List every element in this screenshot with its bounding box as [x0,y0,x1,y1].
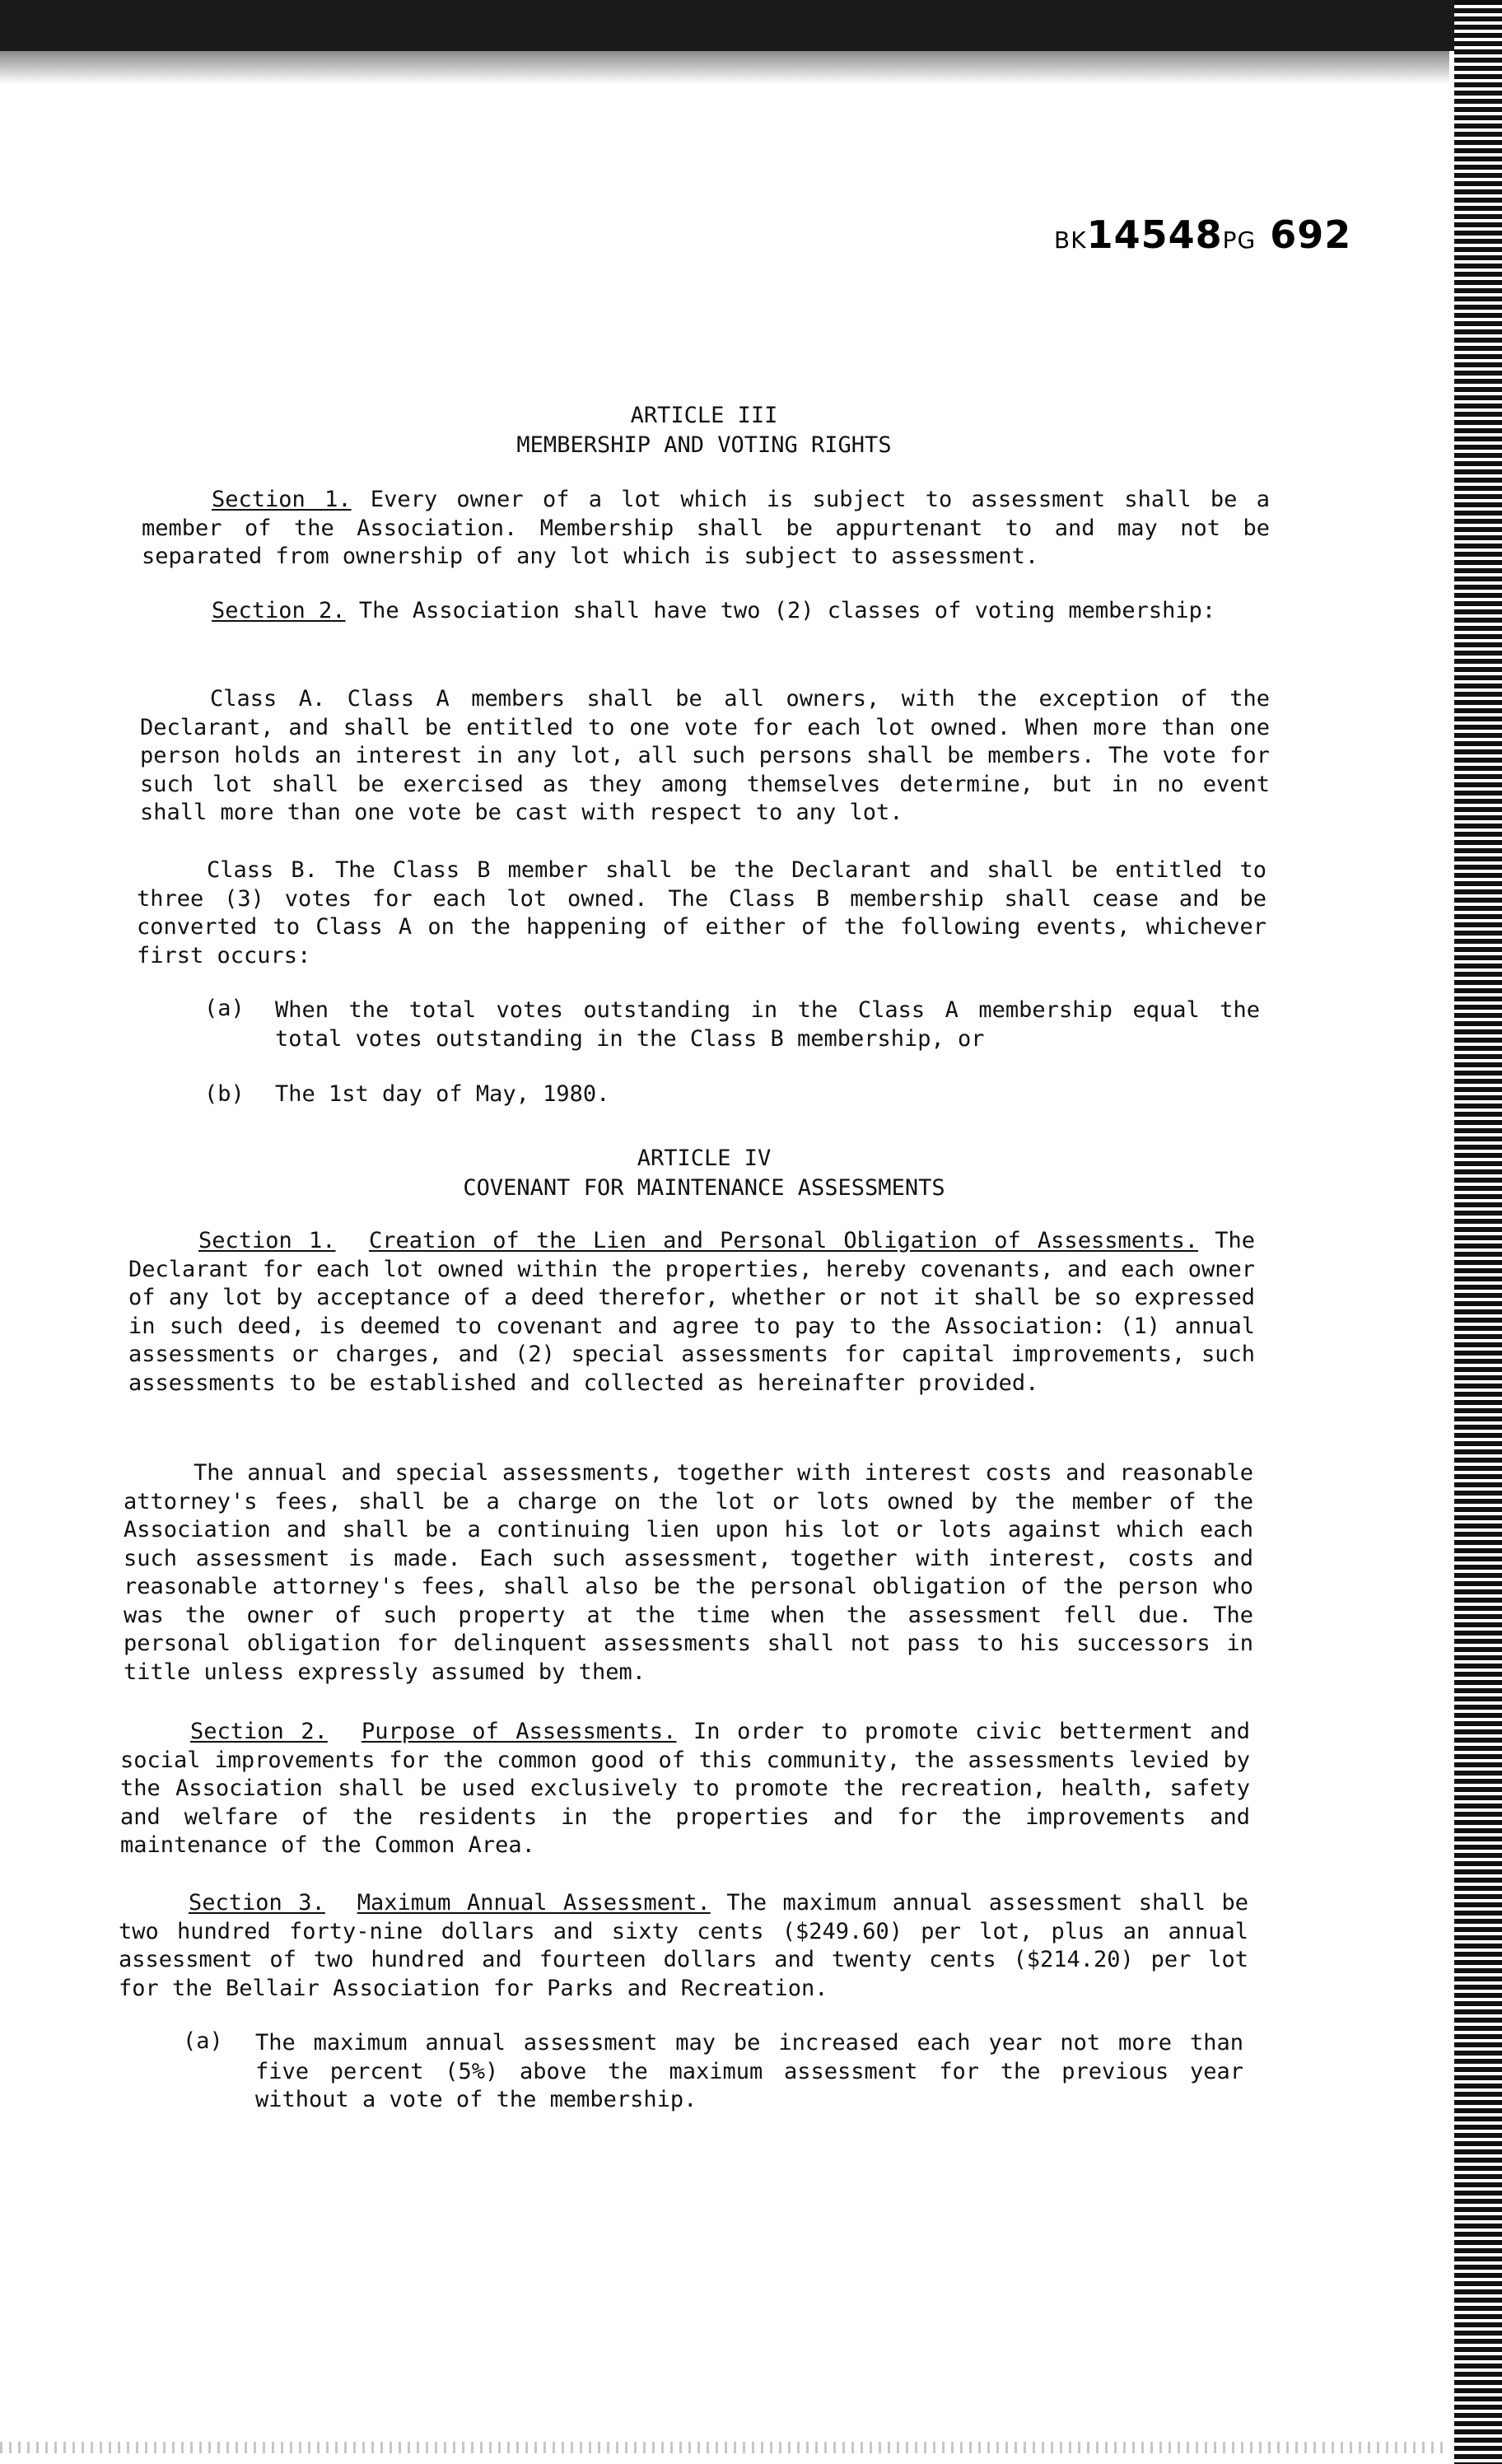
section-label: Section 2. [190,1719,328,1744]
scan-right-edge [1454,0,1502,2464]
article-4-section-1-para-2 [124,1459,1253,1687]
section-text: The Association shall have two (2) classes of voting membership: [358,598,1216,623]
scan-top-edge [0,51,1449,84]
section-title: Purpose of Assessments. [361,1719,677,1744]
section-text: The Declarant for each lot owned within the properties, hereby covenants, and each owner of any lot by acceptance of a deed therefor, whether or not it shall be so expressed in such deed, is deemed to covenant and agree to pay to the Association: (1) annual assessments or charges, and (2) special assessments for capital improvements, such assessments to be established and collected as hereinafter provided. [128,1228,1255,1396]
book-number: 14548 [1086,212,1223,257]
class-text: The Class B member shall be the Declarant and shall be entitled to three (3) votes for each lot owned. The Class B membership shall cease and be converted to Class A on the happening of either of the following events, whichever first occurs: [137,857,1266,968]
section-text: Every owner of a lot which is subject to assessment shall be a member of the Association. Membership shall be appurtenant to and may not be separated from ownership of any lot which is subject to assessment. [142,487,1270,569]
book-page-stamp [1054,212,1351,257]
scan-top-border [0,0,1502,51]
article-3-item-b: The 1st day of May, 1980. [275,1081,610,1107]
article-3-item-a: When the total votes outstanding in the Class A membership equal the total votes outstanding in the Class B membership, or [275,997,1260,1052]
article-3-class-a [140,685,1270,828]
book-prefix: BK [1054,226,1087,254]
scan-bottom-noise [0,2442,1449,2453]
page-number: 692 [1270,212,1352,257]
page-prefix: PG [1222,226,1257,254]
section-label: Section 3. [189,1890,325,1916]
article-4-item-a-label: (a) [183,2028,223,2054]
section-label: Section 1. [198,1228,336,1253]
section-text: In order to promote civic betterment and social improvements for the common good of this community, the assessments levied by the Association shall be used exclusively to promote the recreation, health, safety and welfare of the residents in the properties and for the improvements and maintenance of the Common Area. [120,1719,1250,1858]
section-label: Section 1. [212,487,352,512]
article-3-item-b-label: (b) [204,1081,245,1107]
paragraph-text: The annual and special assessments, together with interest costs and reasonable attorney's fees, shall be a charge on the lot or lots owned by the member of the Association and shall be a continuing lien upon his lot or lots against which each such assessment is made. Each such assessment, together with interest, costs and reasonable attorney's fees, shall also be the personal obligation of the person who was the owner of such property at the time when the assessment fell due. The personal obligation for delinquent assessments shall not pass to his successors in title unless expressly assumed by them. [124,1460,1253,1685]
article-4-item-a: The maximum annual assessment may be increased each year not more than five percent (5%) above the maximum assessment for the previous year without a vote of the membership. [255,2030,1243,2112]
section-title: Maximum Annual Assessment. [357,1890,711,1916]
section-label: Section 2. [212,598,346,623]
class-label: Class A. [210,686,326,712]
article-3-item-a-label: (a) [204,996,245,1021]
article-3-section-1 [142,486,1270,572]
article-4-section-1 [128,1227,1255,1398]
article-3-section-2 [142,597,1270,626]
article-4-subheading: COVENANT FOR MAINTENANCE ASSESSMENTS [463,1175,945,1201]
article-3-class-b [137,856,1266,970]
article-4-section-3 [119,1889,1248,2003]
section-title: Creation of the Lien and Personal Obligation of Assessments. [368,1228,1198,1253]
article-4-section-2 [120,1718,1250,1860]
section-text: The maximum annual assessment shall be two hundred forty-nine dollars and sixty cents ($249.60) per lot, plus an annual assessment of two hundred and fourteen dollars and twenty cents ($214.20) per lot for the Bellair Association for Parks and Recreation. [119,1890,1248,2001]
article-3-heading: ARTICLE III [630,403,778,428]
article-4-heading: ARTICLE IV [637,1146,772,1171]
class-text: Class A members shall be all owners, with the exception of the Declarant, and shall be entitled to one vote for each lot owned. When more than one person holds an interest in any lot, all such persons shall be members. The vote for such lot shall be exercised as they among themselves determine, but in no event shall more than one vote be cast with respect to any lot. [140,686,1270,825]
article-3-subheading: MEMBERSHIP AND VOTING RIGHTS [516,432,892,458]
class-label: Class B. [207,857,318,883]
